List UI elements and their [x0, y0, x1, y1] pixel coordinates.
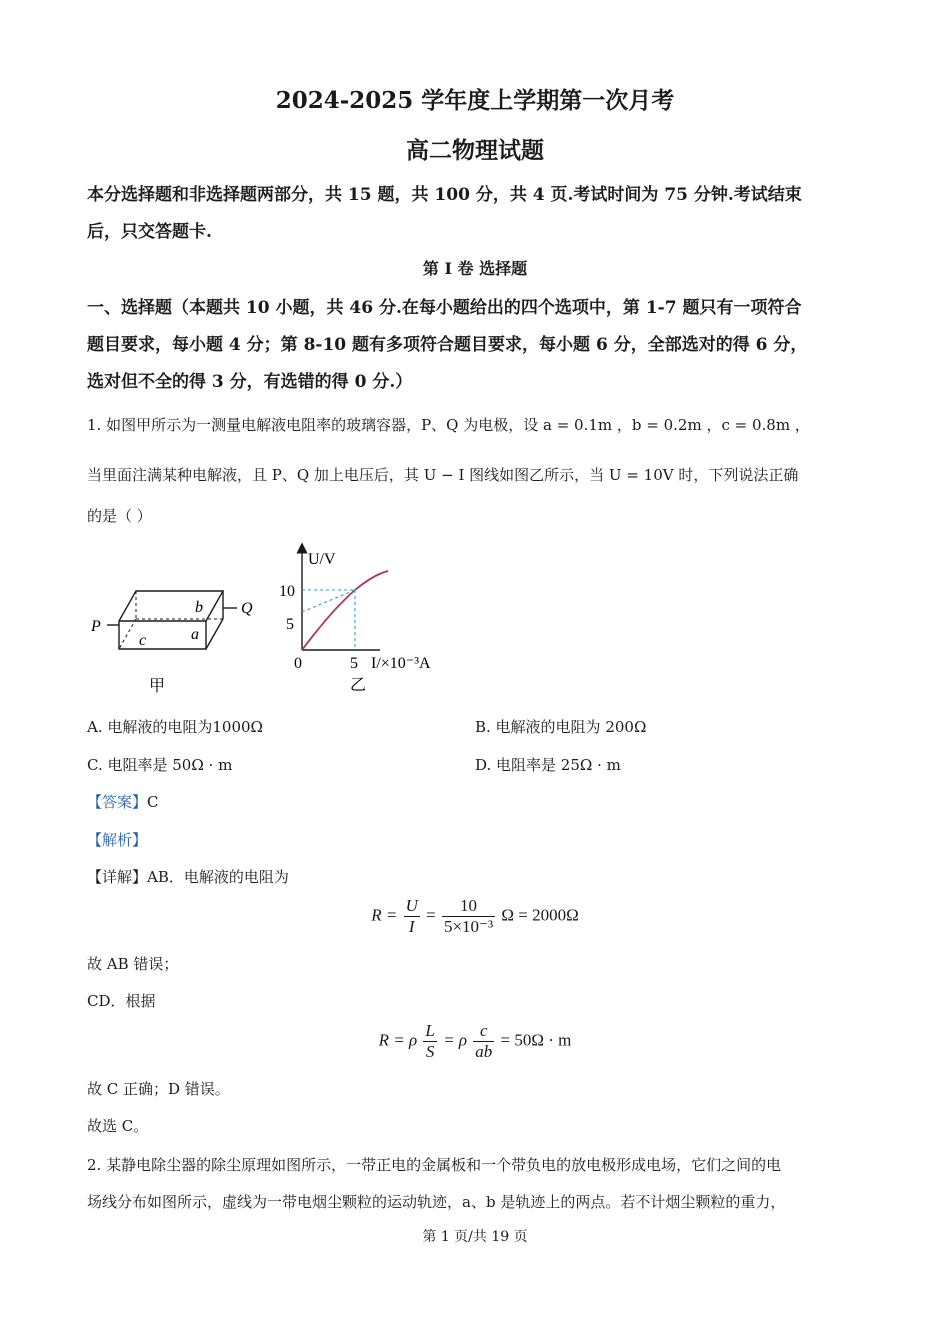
detail-text: AB．电解液的电阻为 [147, 868, 289, 886]
exam-title: 2024-2025 学年度上学期第一次月考 [275, 87, 675, 114]
formula-resistance [0, 896, 950, 937]
option-d: D. 电阻率是 25Ω · m [475, 756, 621, 774]
section-heading-line-1: 一、选择题（本题共 10 小题，共 46 分.在每小题给出的四个选项中，第 1-7 题只有一项符合 [87, 298, 802, 318]
figure-yi-graph [270, 540, 455, 700]
x-axis-label: I/×10⁻³A [371, 655, 431, 672]
formula-resistivity [0, 1021, 950, 1062]
analysis-tag: 【解析】 [87, 831, 148, 849]
formula1-eq: = [426, 905, 436, 925]
option-c: C. 电阻率是 50Ω · m [87, 756, 233, 774]
answer-line [87, 791, 159, 812]
option-a: A. 电解液的电阻为1000Ω [87, 718, 263, 736]
formula1-rhs: Ω = 2000Ω [501, 905, 579, 925]
section-heading-line-2: 题目要求，每小题 4 分；第 8-10 题有多项符合题目要求，每小题 6 分，全部选对的得 6 分， [87, 335, 808, 355]
label-c: c [139, 632, 147, 649]
page-footer: 第 1 页/共 19 页 [422, 1229, 528, 1245]
box-hidden-edge-diag [119, 619, 136, 649]
formula2-frac-ls: $\frac{L}{S}$ [425, 1021, 435, 1061]
intro-line-1: 本分选择题和非选择题两部分，共 15 题，共 100 分，共 4 页.考试时间为 75 分钟.考试结束 [87, 185, 802, 205]
intro-line-2: 后，只交答题卡. [87, 222, 212, 242]
label-b: b [195, 599, 203, 616]
detail-tag: 【详解】 [87, 868, 148, 886]
formula1-frac-ui: $\frac{U}{I}$ [405, 896, 418, 936]
final-choice: 故选 C。 [87, 1117, 149, 1135]
tick-y-5: 5 [286, 616, 294, 633]
formula1-lhs: R = [371, 905, 398, 925]
label-q: Q [241, 600, 253, 617]
box-top-face [119, 591, 223, 621]
answer-value: C [147, 793, 159, 811]
tick-origin: 0 [294, 655, 302, 672]
q2-stem-line-1: 2. 某静电除尘器的除尘原理如图所示，一带正电的金属板和一个带负电的放电极形成电场，它们之间的电 [87, 1156, 782, 1174]
answer-tag: 【答案】 [87, 793, 148, 811]
formula2-mid: = ρ [443, 1030, 467, 1050]
caption-jia: 甲 [149, 678, 166, 695]
q1-stem-line-3: 的是（ ） [87, 507, 152, 525]
volume-title: 第 I 卷 选择题 [422, 259, 528, 278]
label-a: a [191, 626, 199, 643]
formula2-frac-cab: $\frac{c}{ab}$ [475, 1021, 493, 1061]
q1-stem-line-2: 当里面注满某种电解液，且 P、Q 加上电压后，其 U − I 图线如图乙所示，当 U = 10V 时，下列说法正确 [87, 466, 799, 484]
option-b: B. 电解液的电阻为 200Ω [475, 718, 647, 736]
section-heading-line-3: 选对但不全的得 3 分，有选错的得 0 分.） [87, 372, 413, 392]
formula2-lhs: R = ρ [378, 1030, 418, 1050]
conclusion-cd: 故 C 正确；D 错误。 [87, 1080, 230, 1098]
u-i-curve [302, 571, 388, 650]
guide-u5-slope [302, 590, 355, 612]
tick-x-5: 5 [350, 655, 358, 672]
q2-stem-line-2: 场线分布如图所示，虚线为一带电烟尘颗粒的运动轨迹，a、b 是轨迹上的两点。若不计烟尘颗粒的重力， [87, 1193, 786, 1211]
conclusion-ab: 故 AB 错误； [87, 955, 179, 973]
label-p: P [91, 618, 101, 635]
figure-jia-container [85, 575, 270, 700]
y-axis-label: U/V [308, 551, 336, 568]
formula2-rhs: = 50Ω · m [500, 1030, 572, 1050]
caption-yi: 乙 [350, 677, 367, 694]
formula1-frac-values: $\frac{10}{\text{5×10⁻³}}$ [443, 896, 494, 936]
cd-text: CD．根据 [87, 992, 156, 1010]
detail-line [87, 866, 289, 887]
exam-subtitle: 高二物理试题 [406, 137, 544, 164]
tick-y-10: 10 [279, 583, 295, 600]
box-right-bottom-edge [206, 619, 223, 649]
q1-stem-line-1: 1. 如图甲所示为一测量电解液电阻率的玻璃容器，P、Q 为电极，设 a = 0.1m ，b = 0.2m ，c = 0.8m ， [87, 416, 810, 434]
